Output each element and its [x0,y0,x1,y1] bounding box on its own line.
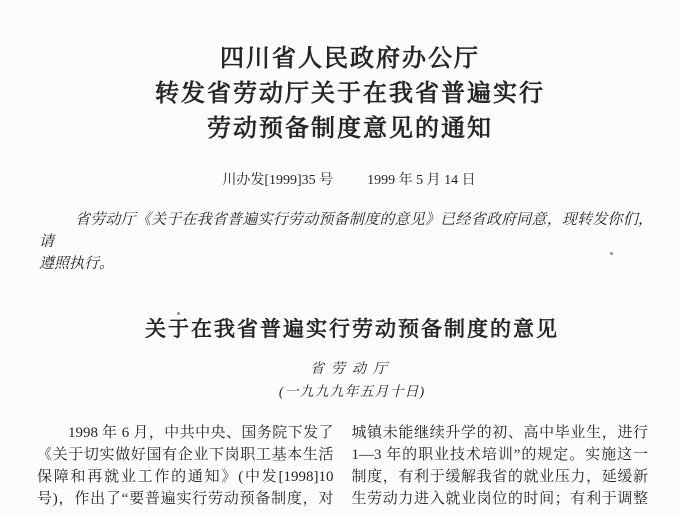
forwarding-note [39,209,653,275]
forwarding-note-line-1: 省劳动厅《关于在我省普遍实行劳动预备制度的意见》已经省政府同意，现转发你们，请 [39,212,653,250]
scan-speck [610,252,613,255]
document-title-line-1: 四川省人民政府办公厅 [220,46,480,72]
left-column-line-3: 保障和再就业工作的通知》(中发[1998]10 [37,469,334,485]
right-column-line-3: 制度，有利于缓解我省的就业压力，延缓新 [351,469,648,485]
document-number: 川办发[1999]35 号 [222,173,334,188]
document-title-line-2: 转发省劳动厅关于在我省普遍实行 [155,81,545,107]
scan-speck [177,312,180,315]
left-column-line-2: 《关于切实做好国有企业下岗职工基本生活 [37,447,334,463]
opinion-title: 关于在我省普遍实行劳动预备制度的意见 [145,317,559,341]
body-columns [37,422,648,510]
right-column-line-1: 城镇未能继续升学的初、高中毕业生，进行 [351,425,648,441]
opinion-author: 省劳动厅 [310,362,394,377]
opinion-date: (一九九九年五月十日) [278,385,426,400]
column-right [352,422,649,510]
document-issue-date: 1999 年 5 月 14 日 [367,173,476,188]
document-title [20,42,680,147]
forwarding-note-line-2: 遵照执行。 [39,256,115,272]
right-column-line-4: 生劳动力进入就业岗位的时间；有利于调整 [351,491,648,507]
column-left [37,422,334,510]
left-column-line-1: 1998 年 6 月，中共中央、国务院下发了 [68,425,334,441]
document-title-line-3: 劳动预备制度意见的通知 [207,116,493,142]
document-meta [18,171,680,191]
right-column-line-2: 1—3 年的职业技术培训”的规定。实施这一 [351,447,648,463]
left-column-line-4: 号)，作出了“要普遍实行劳动预备制度，对 [37,491,334,507]
